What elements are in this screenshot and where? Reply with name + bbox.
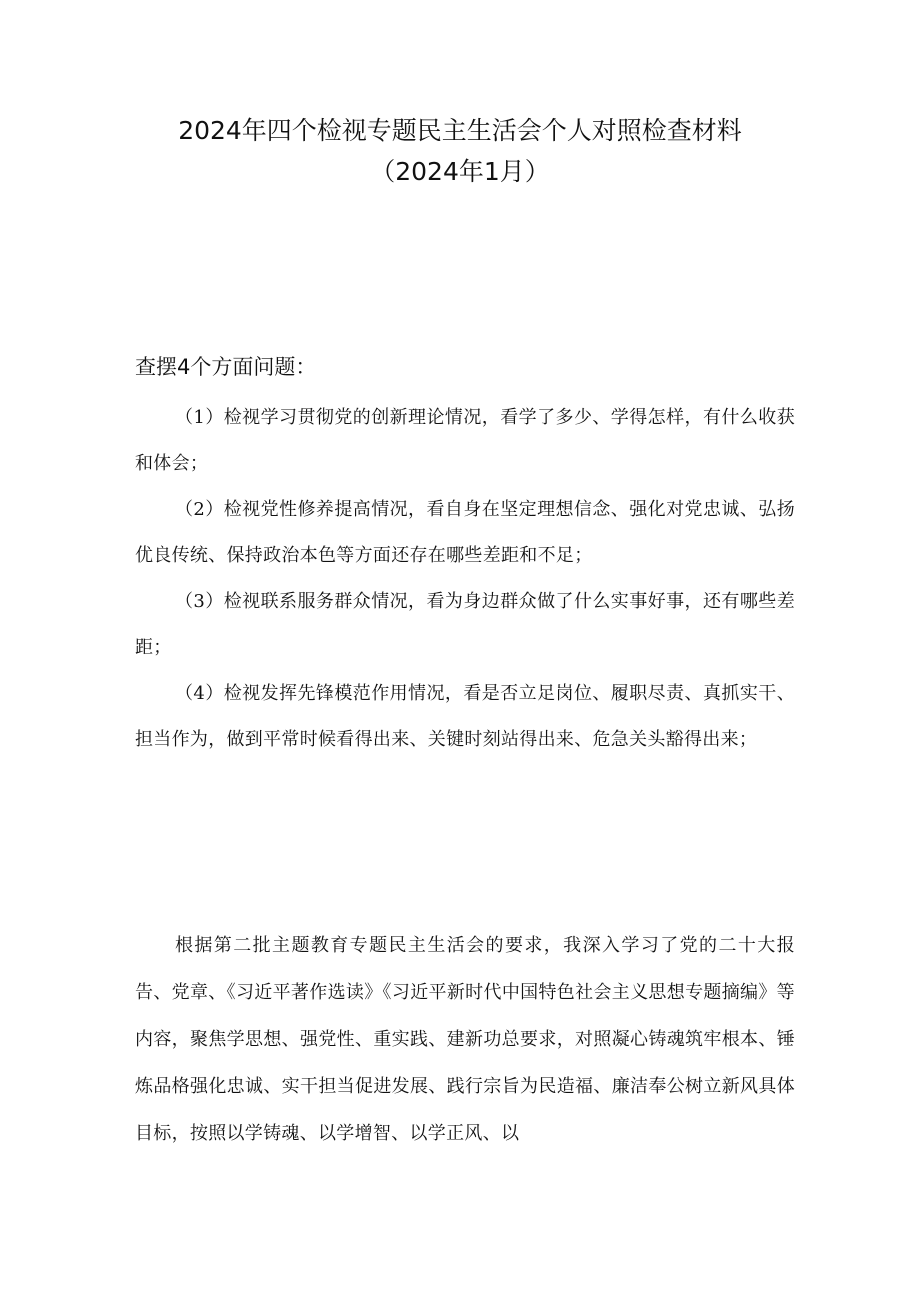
problem-item-4: （4）检视发挥先锋模范作用情况，看是否立足岗位、履职尽责、真抓实干、担当作为，做到平常时候看得出来、关键时刻站得出来、危急关头豁得出来； — [135, 683, 795, 750]
body-paragraph: 根据第二批主题教育专题民主生活会的要求，我深入学习了党的二十大报告、党章、《习近平著作选读》《习近平新时代中国特色社会主义思想专题摘编》等内容，聚焦学思想、强党性、重实践、建新功总要求，对照凝心铸魂筑牢根本、锤炼品格强化忠诚、实干担当促进发展、践行宗旨为民造福、廉洁奉公树立新风具体目标，按照以学铸魂、以学增智、以学正风、以 — [135, 935, 795, 1144]
document-date: （2024年1月） — [370, 157, 550, 186]
document-title: 2024年四个检视专题民主生活会个人对照检查材料 — [178, 116, 742, 145]
section-heading: 查摆4个方面问题： — [135, 355, 317, 379]
problem-item-2: （2）检视党性修养提高情况，看自身在坚定理想信念、强化对党忠诚、弘扬优良传统、保持政治本色等方面还存在哪些差距和不足； — [135, 499, 795, 566]
problem-item-3: （3）检视联系服务群众情况，看为身边群众做了什么实事好事，还有哪些差距； — [135, 591, 795, 658]
problem-item-1: （1）检视学习贯彻党的创新理论情况，看学了多少、学得怎样，有什么收获和体会； — [135, 407, 795, 474]
